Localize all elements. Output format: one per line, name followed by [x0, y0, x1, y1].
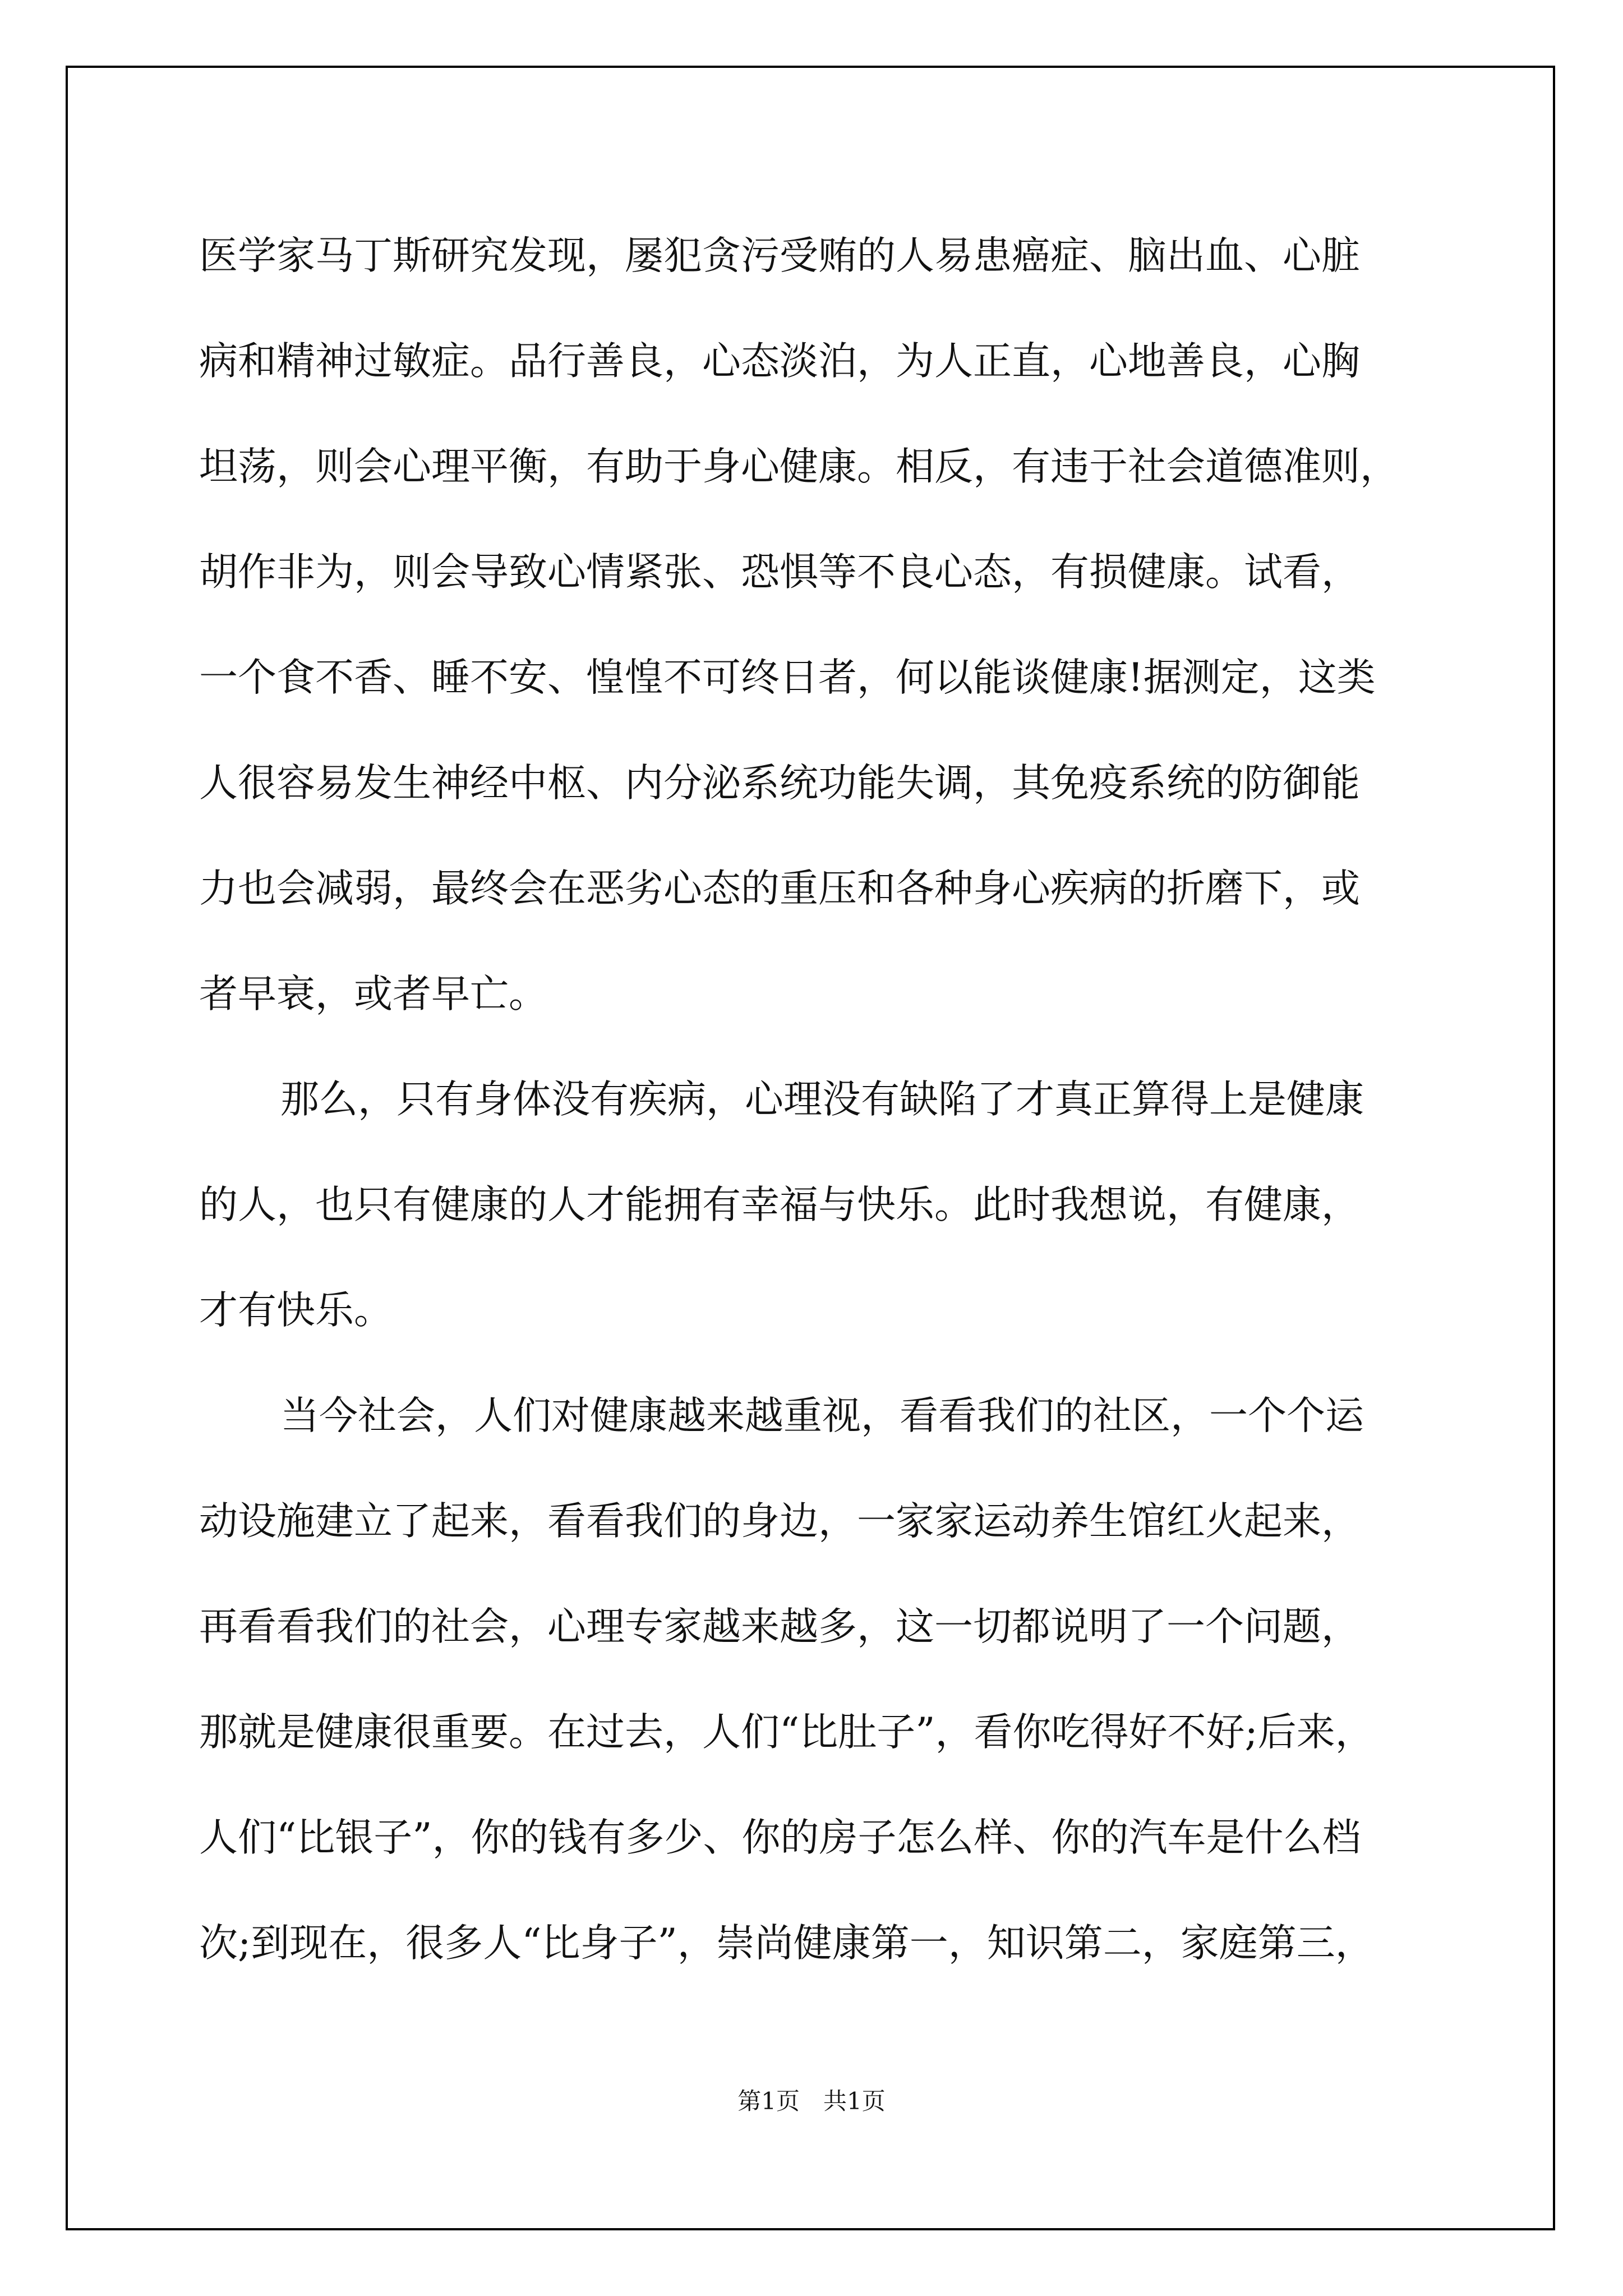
text-line: 一个食不香、睡不安、惶惶不可终日者，何以能谈健康!据测定，这类 [199, 655, 1376, 700]
text-line: 者早衰，或者早亡。 [199, 972, 547, 1016]
page-footer [0, 2086, 1623, 2117]
text-line: 的人，也只有健康的人才能拥有幸福与快乐。此时我想说，有健康， [199, 1182, 1360, 1227]
text-line: 那就是健康很重要。在过去，人们“比肚子”，看你吃得好不好;后来， [199, 1710, 1374, 1755]
document-body [199, 203, 1433, 1996]
text-line: 病和精神过敏症。品行善良，心态淡泊，为人正直，心地善良，心胸 [199, 339, 1360, 384]
text-line: 人们“比银子”，你的钱有多少、你的房子怎么样、你的汽车是什么档 [199, 1815, 1361, 1860]
text-line: 坦荡，则会心理平衡，有助于身心健康。相反，有违于社会道德准则， [199, 444, 1399, 489]
text-line: 胡作非为，则会导致心情紧张、恐惧等不良心态，有损健康。试看， [199, 550, 1360, 595]
text-line: 那么，只有身体没有疾病，心理没有缺陷了才真正算得上是健康 [280, 1077, 1364, 1122]
text-line: 力也会减弱，最终会在恶劣心态的重压和各种身心疾病的折磨下，或 [199, 866, 1360, 911]
text-line: 当今社会，人们对健康越来越重视，看看我们的社区，一个个运 [280, 1393, 1364, 1438]
page-number: 第1页 共1页 [737, 2087, 886, 2115]
text-line: 人很容易发生神经中枢、内分泌系统功能失调，其免疫系统的防御能 [199, 761, 1360, 806]
text-line: 次;到现在，很多人“比身子”，崇尚健康第一，知识第二，家庭第三， [199, 1921, 1374, 1966]
text-line: 才有快乐。 [199, 1288, 393, 1333]
text-line: 医学家马丁斯研究发现，屡犯贪污受贿的人易患癌症、脑出血、心脏 [199, 233, 1360, 278]
text-line: 再看看我们的社会，心理专家越来越多，这一切都说明了一个问题， [199, 1604, 1360, 1649]
text-line: 动设施建立了起来，看看我们的身边，一家家运动养生馆红火起来， [199, 1499, 1360, 1544]
